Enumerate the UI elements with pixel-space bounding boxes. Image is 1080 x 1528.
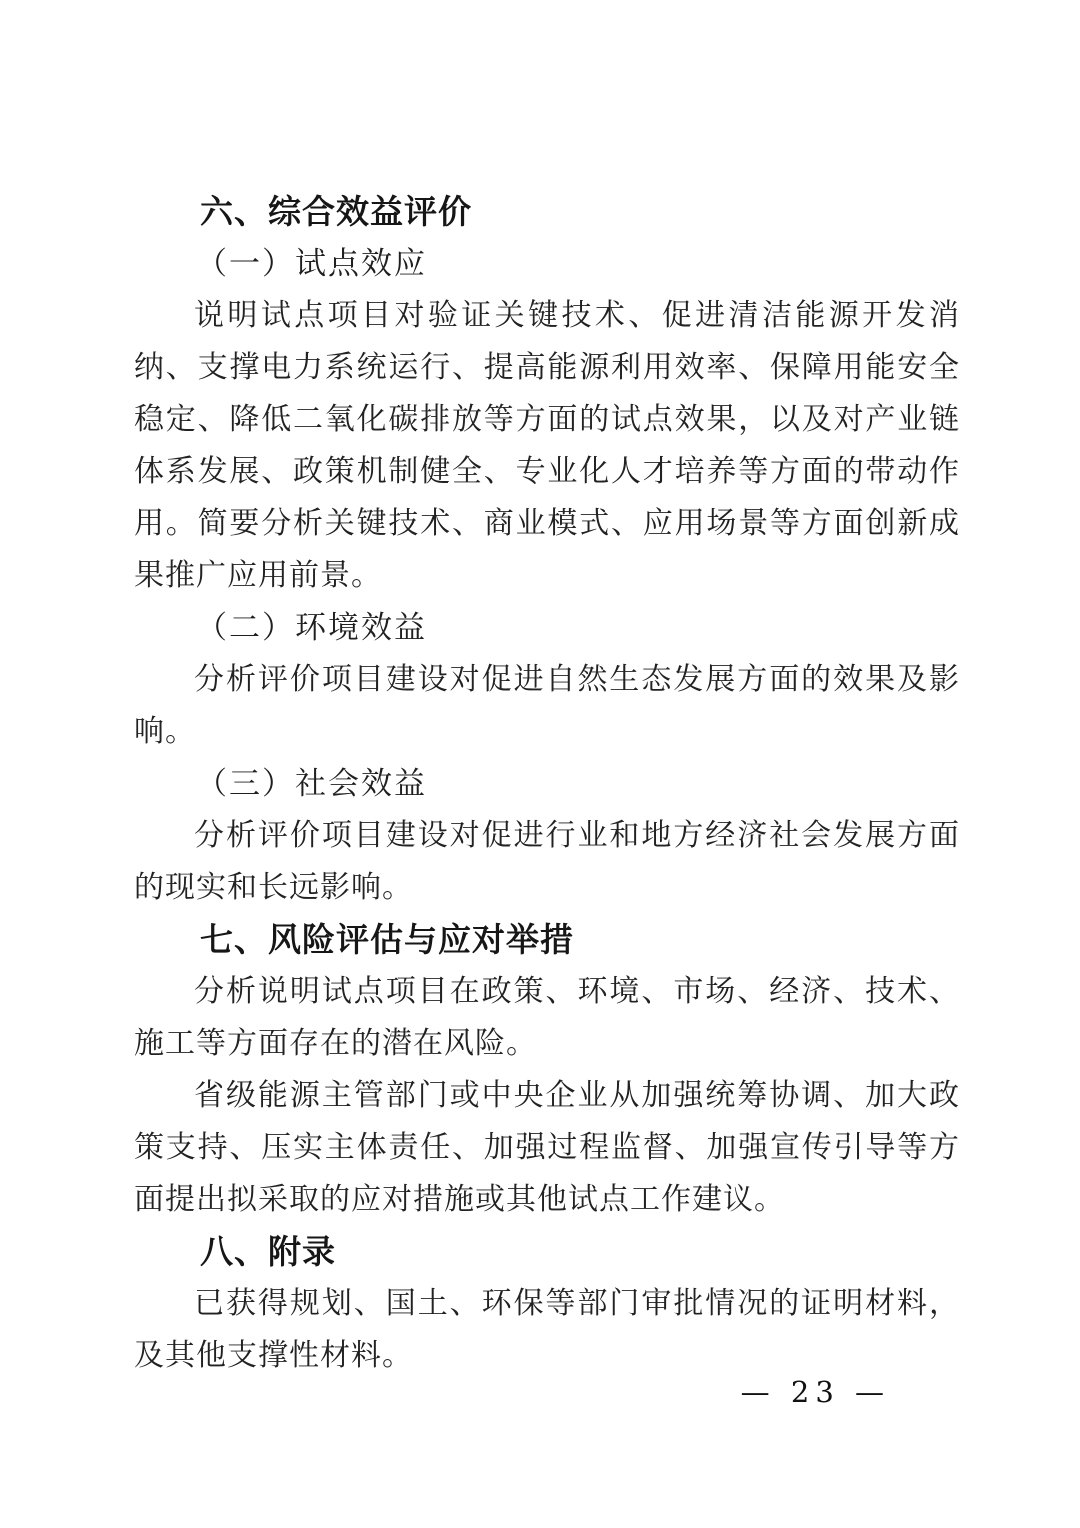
subsection-heading: （一）试点效应 [196, 246, 427, 282]
subsection-heading: （三）社会效益 [196, 766, 427, 802]
body-paragraph: 分析评价项目建设对促进自然生态发展方面的效果及影响。 [134, 662, 960, 749]
section-heading: 八、附录 [200, 1232, 336, 1271]
document-body [134, 186, 960, 1382]
page-number: — 23 — [740, 1375, 890, 1409]
body-paragraph: 说明试点项目对验证关键技术、促进清洁能源开发消纳、支撑电力系统运行、提高能源利用效率、保障用能安全稳定、降低二氧化碳排放等方面的试点效果，以及对产业链体系发展、政策机制健全、专业化人才培养等方面的带动作用。简要分析关键技术、商业模式、应用场景等方面创新成果推广应用前景。 [134, 298, 960, 593]
body-paragraph: 分析评价项目建设对促进行业和地方经济社会发展方面的现实和长远影响。 [134, 818, 960, 905]
page-footer [741, 1374, 890, 1410]
subsection-heading: （二）环境效益 [196, 610, 427, 646]
section-heading: 七、风险评估与应对举措 [200, 920, 574, 959]
body-paragraph: 分析说明试点项目在政策、环境、市场、经济、技术、施工等方面存在的潜在风险。 [134, 974, 960, 1061]
body-paragraph: 已获得规划、国土、环保等部门审批情况的证明材料，及其他支撑性材料。 [134, 1286, 960, 1373]
section-heading: 六、综合效益评价 [200, 192, 472, 231]
body-paragraph: 省级能源主管部门或中央企业从加强统筹协调、加大政策支持、压实主体责任、加强过程监督、加强宣传引导等方面提出拟采取的应对措施或其他试点工作建议。 [134, 1078, 960, 1217]
